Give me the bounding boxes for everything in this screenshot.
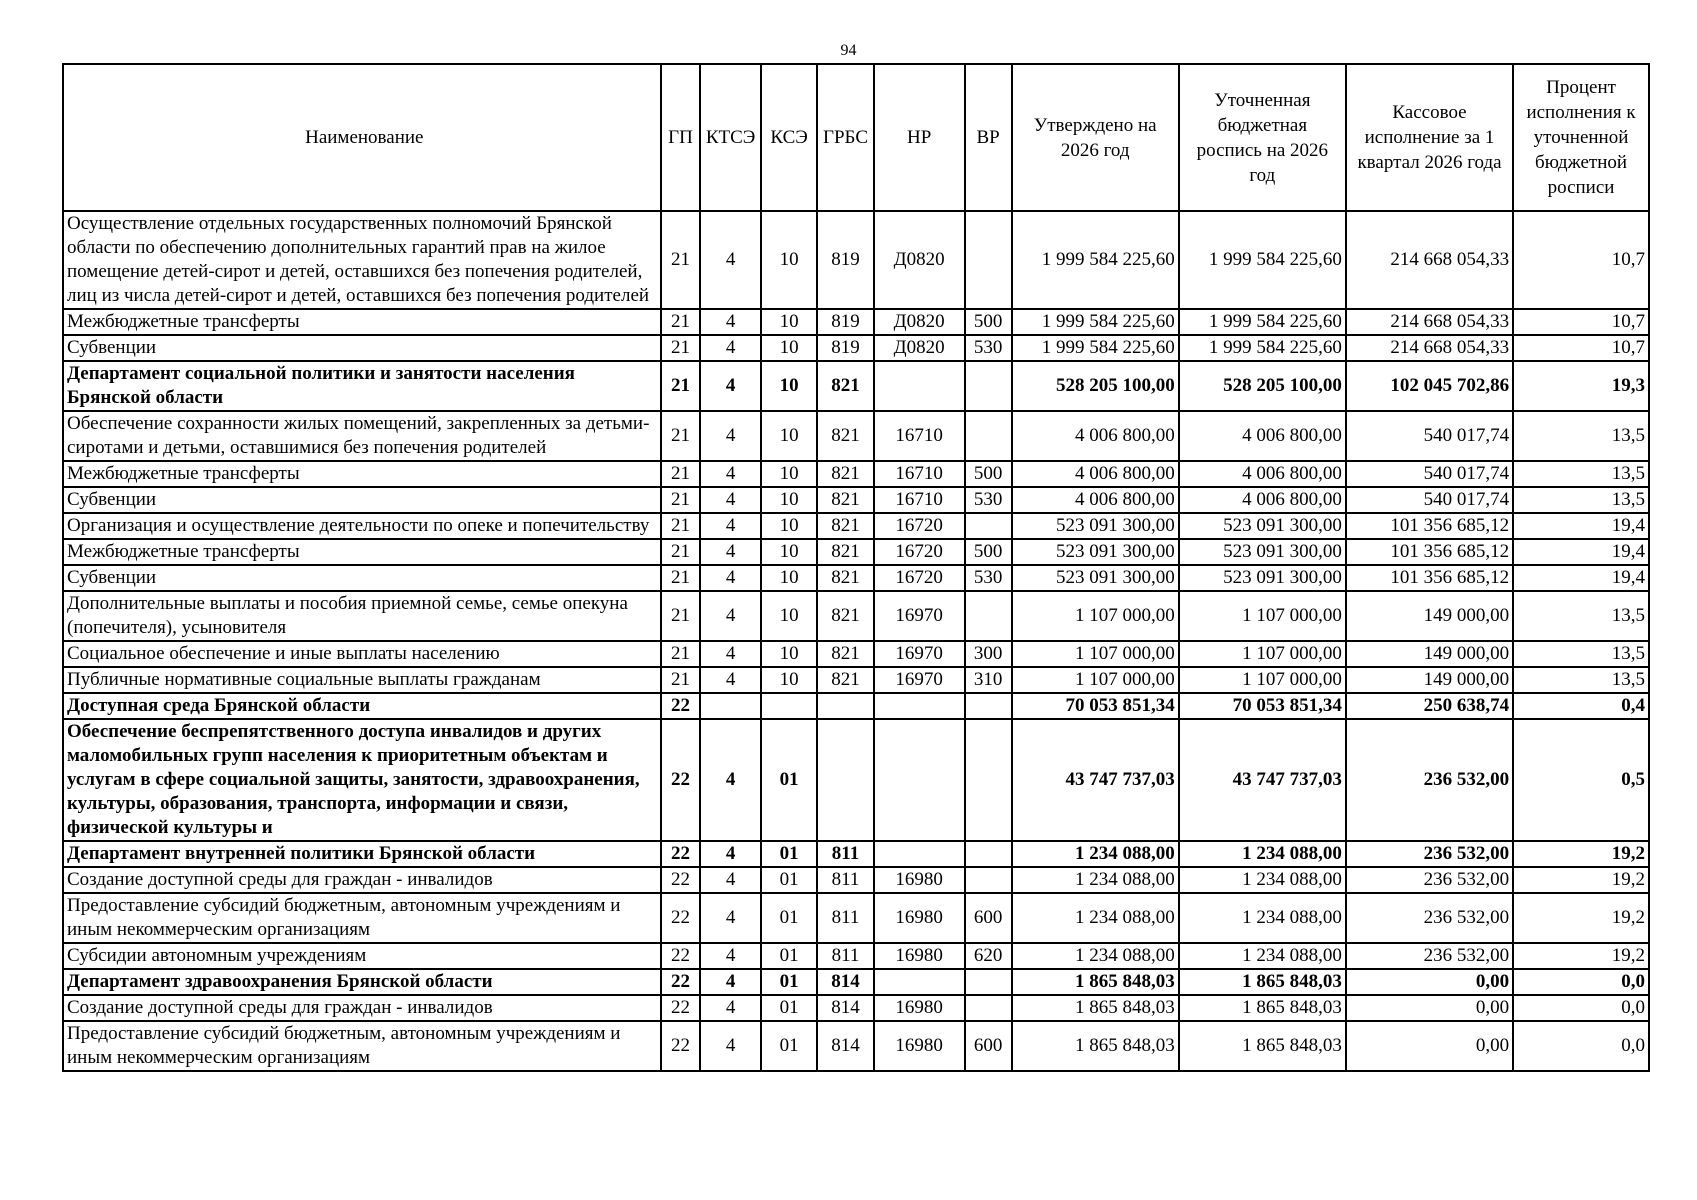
cell-kse: 01 [761,943,817,969]
cell-percent: 10,7 [1513,335,1649,361]
cell-nr [874,693,965,719]
cell-name: Субсидии автономным учреждениям [63,943,661,969]
cell-refined: 1 865 848,03 [1179,1021,1346,1071]
cell-gp: 21 [661,335,701,361]
cell-nr: Д0820 [874,211,965,309]
cell-refined: 1 865 848,03 [1179,995,1346,1021]
cell-vr [965,693,1012,719]
cell-gp: 22 [661,943,701,969]
table-header [63,64,1649,211]
cell-kse: 01 [761,893,817,943]
cell-approved: 4 006 800,00 [1012,487,1179,513]
cell-percent: 13,5 [1513,461,1649,487]
cell-refined: 4 006 800,00 [1179,461,1346,487]
cell-grbs: 821 [817,591,873,641]
table-body [63,211,1649,1071]
cell-percent: 19,3 [1513,361,1649,411]
cell-ktse: 4 [700,211,761,309]
cell-grbs: 821 [817,641,873,667]
cell-kse: 01 [761,719,817,841]
cell-refined: 1 234 088,00 [1179,943,1346,969]
cell-gp: 22 [661,1021,701,1071]
table-row [63,969,1649,995]
cell-grbs: 811 [817,943,873,969]
cell-vr: 600 [965,893,1012,943]
cell-vr: 500 [965,461,1012,487]
cell-ktse: 4 [700,1021,761,1071]
cell-ktse: 4 [700,719,761,841]
cell-name: Межбюджетные трансферты [63,309,661,335]
cell-kse: 10 [761,667,817,693]
cell-percent: 0,5 [1513,719,1649,841]
cell-refined: 1 107 000,00 [1179,667,1346,693]
table-row [63,461,1649,487]
cell-kse: 01 [761,867,817,893]
cell-ktse: 4 [700,539,761,565]
header-cash: Кассовое исполнение за 1 квартал 2026 года [1346,64,1513,211]
cell-kse: 10 [761,591,817,641]
cell-nr: 16710 [874,461,965,487]
cell-name: Субвенции [63,565,661,591]
cell-nr: 16970 [874,641,965,667]
cell-grbs: 821 [817,539,873,565]
table-row [63,539,1649,565]
cell-percent: 0,4 [1513,693,1649,719]
cell-cash: 149 000,00 [1346,591,1513,641]
cell-percent: 19,2 [1513,943,1649,969]
cell-ktse: 4 [700,943,761,969]
cell-kse: 10 [761,513,817,539]
cell-ktse: 4 [700,667,761,693]
cell-vr [965,867,1012,893]
cell-cash: 0,00 [1346,995,1513,1021]
cell-cash: 149 000,00 [1346,667,1513,693]
cell-name: Предоставление субсидий бюджетным, автономным учреждениям и иным некоммерческим организациям [63,893,661,943]
cell-refined: 4 006 800,00 [1179,411,1346,461]
cell-kse: 01 [761,995,817,1021]
cell-ktse: 4 [700,995,761,1021]
cell-approved: 1 107 000,00 [1012,591,1179,641]
cell-name: Субвенции [63,487,661,513]
cell-grbs: 811 [817,893,873,943]
cell-approved: 43 747 737,03 [1012,719,1179,841]
cell-name: Организация и осуществление деятельности по опеке и попечительству [63,513,661,539]
cell-refined: 1 234 088,00 [1179,893,1346,943]
cell-gp: 21 [661,361,701,411]
cell-ktse: 4 [700,487,761,513]
cell-refined: 4 006 800,00 [1179,487,1346,513]
cell-approved: 1 999 584 225,60 [1012,211,1179,309]
cell-gp: 21 [661,211,701,309]
cell-refined: 43 747 737,03 [1179,719,1346,841]
cell-gp: 22 [661,995,701,1021]
table-row [63,943,1649,969]
cell-cash: 102 045 702,86 [1346,361,1513,411]
cell-ktse: 4 [700,335,761,361]
cell-approved: 1 107 000,00 [1012,667,1179,693]
cell-name: Публичные нормативные социальные выплаты гражданам [63,667,661,693]
cell-nr: 16980 [874,893,965,943]
cell-percent: 13,5 [1513,641,1649,667]
cell-name: Департамент здравоохранения Брянской области [63,969,661,995]
cell-cash: 236 532,00 [1346,719,1513,841]
cell-kse: 10 [761,211,817,309]
cell-vr: 500 [965,539,1012,565]
cell-percent: 13,5 [1513,411,1649,461]
cell-percent: 19,4 [1513,513,1649,539]
cell-cash: 101 356 685,12 [1346,565,1513,591]
cell-nr: 16980 [874,943,965,969]
cell-cash: 540 017,74 [1346,411,1513,461]
cell-approved: 1 999 584 225,60 [1012,309,1179,335]
cell-name: Создание доступной среды для граждан - инвалидов [63,867,661,893]
cell-percent: 0,0 [1513,995,1649,1021]
cell-ktse: 4 [700,411,761,461]
cell-percent: 19,2 [1513,893,1649,943]
cell-ktse: 4 [700,641,761,667]
cell-nr: 16970 [874,591,965,641]
cell-kse: 10 [761,641,817,667]
cell-nr: Д0820 [874,335,965,361]
cell-cash: 101 356 685,12 [1346,539,1513,565]
cell-ktse: 4 [700,565,761,591]
cell-grbs: 814 [817,995,873,1021]
header-percent: Процент исполнения к уточненной бюджетной росписи [1513,64,1649,211]
cell-ktse: 4 [700,841,761,867]
cell-vr [965,969,1012,995]
cell-cash: 236 532,00 [1346,893,1513,943]
cell-approved: 4 006 800,00 [1012,461,1179,487]
cell-kse: 01 [761,1021,817,1071]
cell-gp: 21 [661,539,701,565]
cell-name: Субвенции [63,335,661,361]
header-gp: ГП [661,64,701,211]
cell-gp: 21 [661,591,701,641]
cell-approved: 1 865 848,03 [1012,969,1179,995]
cell-ktse: 4 [700,591,761,641]
cell-cash: 214 668 054,33 [1346,335,1513,361]
table-row [63,1021,1649,1071]
cell-vr: 530 [965,487,1012,513]
cell-approved: 1 234 088,00 [1012,893,1179,943]
cell-kse: 01 [761,841,817,867]
cell-name: Доступная среда Брянской области [63,693,661,719]
cell-kse: 10 [761,411,817,461]
table-row [63,719,1649,841]
header-nr: НР [874,64,965,211]
cell-approved: 528 205 100,00 [1012,361,1179,411]
cell-refined: 1 234 088,00 [1179,867,1346,893]
cell-gp: 21 [661,565,701,591]
cell-refined: 1 234 088,00 [1179,841,1346,867]
cell-cash: 214 668 054,33 [1346,309,1513,335]
cell-cash: 0,00 [1346,1021,1513,1071]
cell-cash: 0,00 [1346,969,1513,995]
cell-refined: 1 107 000,00 [1179,641,1346,667]
cell-approved: 523 091 300,00 [1012,565,1179,591]
page-number: 94 [840,42,857,59]
cell-refined: 523 091 300,00 [1179,513,1346,539]
cell-name: Обеспечение сохранности жилых помещений, закрепленных за детьми-сиротами и детьми, оставшимися без попечения родителей [63,411,661,461]
cell-ktse: 4 [700,461,761,487]
cell-name: Дополнительные выплаты и пособия приемной семье, семье опекуна (попечителя), усыновителя [63,591,661,641]
cell-cash: 250 638,74 [1346,693,1513,719]
cell-grbs: 819 [817,211,873,309]
cell-name [63,719,661,841]
cell-name: Создание доступной среды для граждан - инвалидов [63,995,661,1021]
cell-percent: 19,4 [1513,539,1649,565]
table-row [63,211,1649,309]
cell-ktse: 4 [700,893,761,943]
cell-refined: 523 091 300,00 [1179,565,1346,591]
cell-gp: 21 [661,641,701,667]
cell-refined: 1 999 584 225,60 [1179,309,1346,335]
cell-grbs [817,693,873,719]
cell-vr: 310 [965,667,1012,693]
cell-vr: 620 [965,943,1012,969]
table-row [63,995,1649,1021]
cell-refined: 70 053 851,34 [1179,693,1346,719]
cell-grbs: 814 [817,969,873,995]
cell-approved: 1 234 088,00 [1012,943,1179,969]
cell-ktse: 4 [700,867,761,893]
cell-kse: 10 [761,539,817,565]
cell-vr: 500 [965,309,1012,335]
table-row [63,693,1649,719]
cell-vr [965,591,1012,641]
table-row [63,565,1649,591]
cell-cash: 101 356 685,12 [1346,513,1513,539]
cell-nr: 16980 [874,1021,965,1071]
cell-gp: 22 [661,867,701,893]
cell-approved: 1 107 000,00 [1012,641,1179,667]
cell-vr [965,411,1012,461]
cell-name: Департамент внутренней политики Брянской области [63,841,661,867]
cell-vr: 600 [965,1021,1012,1071]
cell-nr [874,841,965,867]
cell-ktse: 4 [700,513,761,539]
cell-approved: 1 234 088,00 [1012,841,1179,867]
cell-grbs: 821 [817,461,873,487]
cell-gp: 21 [661,411,701,461]
cell-kse: 10 [761,461,817,487]
cell-refined: 1 865 848,03 [1179,969,1346,995]
cell-grbs: 814 [817,1021,873,1071]
cell-kse: 01 [761,969,817,995]
cell-cash: 214 668 054,33 [1346,211,1513,309]
budget-table [62,63,1650,1072]
cell-nr: 16710 [874,487,965,513]
cell-approved: 1 999 584 225,60 [1012,335,1179,361]
cell-grbs: 821 [817,565,873,591]
cell-nr: 16720 [874,539,965,565]
table-row [63,667,1649,693]
cell-nr: 16720 [874,565,965,591]
cell-cash: 149 000,00 [1346,641,1513,667]
cell-percent: 0,0 [1513,969,1649,995]
table-row [63,867,1649,893]
table-row [63,487,1649,513]
cell-nr: 16980 [874,995,965,1021]
table-row [63,309,1649,335]
cell-name: Департамент социальной политики и занятости населения Брянской области [63,361,661,411]
table-row [63,841,1649,867]
cell-cash: 236 532,00 [1346,867,1513,893]
cell-percent: 19,2 [1513,867,1649,893]
cell-vr [965,841,1012,867]
cell-ktse [700,693,761,719]
header-kse: КСЭ [761,64,817,211]
cell-nr: 16970 [874,667,965,693]
header-approved: Утверждено на 2026 год [1012,64,1179,211]
cell-kse: 10 [761,309,817,335]
header-grbs: ГРБС [817,64,873,211]
header-ktse: КТСЭ [700,64,761,211]
cell-grbs: 821 [817,361,873,411]
cell-gp: 22 [661,841,701,867]
cell-percent: 13,5 [1513,591,1649,641]
table-row [63,335,1649,361]
cell-name: Межбюджетные трансферты [63,539,661,565]
table-row [63,361,1649,411]
cell-vr [965,995,1012,1021]
cell-gp: 21 [661,667,701,693]
header-vr: ВР [965,64,1012,211]
cell-nr: 16720 [874,513,965,539]
cell-grbs: 821 [817,667,873,693]
cell-gp: 21 [661,513,701,539]
cell-percent: 10,7 [1513,211,1649,309]
cell-grbs: 811 [817,867,873,893]
cell-grbs: 819 [817,309,873,335]
table-row [63,411,1649,461]
cell-grbs: 821 [817,487,873,513]
cell-grbs: 821 [817,411,873,461]
cell-name: Предоставление субсидий бюджетным, автономным учреждениям и иным некоммерческим организациям [63,1021,661,1071]
cell-kse: 10 [761,361,817,411]
cell-vr: 530 [965,335,1012,361]
cell-refined: 1 107 000,00 [1179,591,1346,641]
header-name: Наименование [63,64,661,211]
cell-refined: 1 999 584 225,60 [1179,335,1346,361]
cell-name: Осуществление отдельных государственных полномочий Брянской области по обеспечению дополнительных гарантий прав на жилое помещение детей-сирот и детей, оставшихся без попечения родителей, лиц из числа детей-сирот и детей, оставшихся без попечения родителей [63,211,661,309]
cell-ktse: 4 [700,361,761,411]
cell-vr [965,513,1012,539]
cell-percent: 0,0 [1513,1021,1649,1071]
cell-approved: 70 053 851,34 [1012,693,1179,719]
cell-refined: 1 999 584 225,60 [1179,211,1346,309]
cell-cash: 236 532,00 [1346,943,1513,969]
cell-grbs: 811 [817,841,873,867]
cell-kse: 10 [761,487,817,513]
cell-percent: 19,4 [1513,565,1649,591]
cell-nr: 16980 [874,867,965,893]
cell-name-text: Обеспечение беспрепятственного доступа инвалидов и других маломобильных групп населения к приоритетным объектам и услугам в сфере социальной защиты, занятости, здравоохранения, культуры, образования, транспорта, информации и связи, физической культуры и [67,721,640,838]
cell-nr [874,719,965,841]
cell-grbs: 821 [817,513,873,539]
cell-kse: 10 [761,335,817,361]
cell-cash: 236 532,00 [1346,841,1513,867]
cell-percent: 13,5 [1513,667,1649,693]
cell-nr [874,969,965,995]
cell-name: Социальное обеспечение и иные выплаты населению [63,641,661,667]
cell-cash: 540 017,74 [1346,461,1513,487]
cell-vr [965,361,1012,411]
cell-refined: 528 205 100,00 [1179,361,1346,411]
table-row [63,591,1649,641]
cell-nr [874,361,965,411]
cell-grbs [817,719,873,841]
cell-percent: 19,2 [1513,841,1649,867]
cell-ktse: 4 [700,969,761,995]
cell-gp: 22 [661,893,701,943]
cell-approved: 523 091 300,00 [1012,513,1179,539]
header-refined: Уточненная бюджетная роспись на 2026 год [1179,64,1346,211]
cell-name: Межбюджетные трансферты [63,461,661,487]
cell-approved: 4 006 800,00 [1012,411,1179,461]
cell-gp: 22 [661,969,701,995]
cell-percent: 10,7 [1513,309,1649,335]
cell-nr: Д0820 [874,309,965,335]
cell-refined: 523 091 300,00 [1179,539,1346,565]
table-row [63,641,1649,667]
cell-approved: 1 865 848,03 [1012,995,1179,1021]
cell-gp: 21 [661,309,701,335]
cell-gp: 22 [661,719,701,841]
cell-kse [761,693,817,719]
cell-vr [965,719,1012,841]
cell-grbs: 819 [817,335,873,361]
cell-cash: 540 017,74 [1346,487,1513,513]
cell-kse: 10 [761,565,817,591]
cell-vr [965,211,1012,309]
cell-gp: 21 [661,487,701,513]
cell-gp: 22 [661,693,701,719]
cell-gp: 21 [661,461,701,487]
cell-percent: 13,5 [1513,487,1649,513]
cell-vr: 530 [965,565,1012,591]
cell-vr: 300 [965,641,1012,667]
cell-nr: 16710 [874,411,965,461]
cell-ktse: 4 [700,309,761,335]
table-row [63,893,1649,943]
cell-approved: 523 091 300,00 [1012,539,1179,565]
table-row [63,513,1649,539]
cell-approved: 1 234 088,00 [1012,867,1179,893]
cell-approved: 1 865 848,03 [1012,1021,1179,1071]
